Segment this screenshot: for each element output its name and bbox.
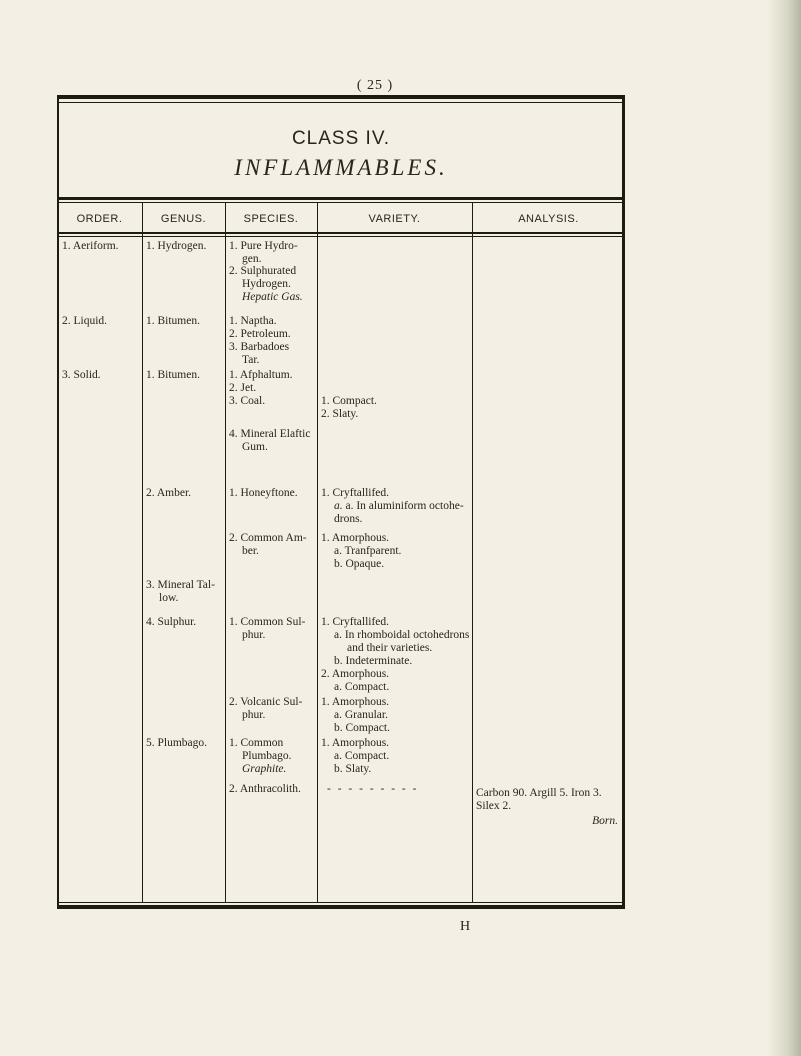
- species-line: 2. Volcanic Sul-: [229, 696, 303, 708]
- genus-bitumen-solid: 1. Bitumen.: [146, 369, 200, 381]
- species-line: Hepatic Gas.: [242, 291, 303, 303]
- species-petroleum: 2. Petroleum.: [229, 328, 291, 340]
- header-analysis: ANALYSIS.: [518, 213, 579, 225]
- column-divider-4: [472, 202, 473, 902]
- variety-honeystone: [321, 487, 471, 526]
- species-line: phur.: [242, 629, 266, 641]
- species-asphaltum: 1. Afphaltum.: [229, 369, 293, 381]
- variety-anthracolith-dashes: - - - - - - - - -: [327, 783, 419, 795]
- genus-amber: 2. Amber.: [146, 487, 192, 499]
- species-line: Graphite.: [242, 763, 287, 775]
- page-edge-shadow: [767, 0, 801, 1056]
- variety-coal-compact: 1. Compact.: [321, 395, 377, 407]
- variety-line: a. Compact.: [334, 681, 390, 693]
- analysis-anthracolith: [476, 787, 624, 828]
- header-genus: GENUS.: [160, 213, 207, 225]
- variety-line: b. Indeterminate.: [334, 655, 413, 667]
- variety-plumbago: [321, 737, 389, 776]
- species-line: 2. Sulphurated: [229, 265, 297, 277]
- order-aeriform: 1. Aeriform.: [62, 240, 119, 252]
- variety-line: a. Tranfparent.: [334, 545, 402, 557]
- species-line: 1. Common Sul-: [229, 616, 306, 628]
- species-pure-hydrogen: [229, 240, 298, 266]
- class-title: CLASS IV.: [291, 128, 391, 149]
- species-jet: 2. Jet.: [229, 382, 257, 394]
- order-solid: 3. Solid.: [62, 369, 101, 381]
- variety-common-amber: [321, 532, 401, 571]
- table-title: INFLAMMABLES.: [234, 155, 448, 180]
- species-barbadoes-tar: [229, 341, 289, 367]
- analysis-line: Silex 2.: [476, 800, 512, 812]
- variety-line: and their varieties.: [347, 642, 433, 654]
- variety-line: 1. Cryftallifed.: [321, 616, 390, 628]
- variety-line: b. Slaty.: [334, 763, 372, 775]
- species-mineral-elastic-gum: [229, 428, 310, 454]
- variety-line: 1. Amorphous.: [321, 532, 390, 544]
- genus-sulphur: 4. Sulphur.: [146, 616, 197, 628]
- species-sulphurated-hydrogen: [229, 265, 303, 304]
- variety-common-sulphur: [321, 616, 471, 694]
- variety-line: a. a. In aluminiform octohe-: [334, 500, 464, 512]
- species-line: ber.: [242, 545, 259, 557]
- species-anthracolith: 2. Anthracolith.: [229, 783, 301, 795]
- variety-line: 1. Cryftallifed.: [321, 487, 390, 499]
- column-divider-1: [142, 202, 143, 902]
- variety-text: a. In aluminiform octohe-: [345, 500, 464, 512]
- species-line: Plumbago.: [242, 750, 292, 762]
- species-line: 4. Mineral Elaftic: [229, 428, 311, 440]
- frame-inner-rule-top: [57, 102, 625, 103]
- analysis-source: Born.: [592, 815, 618, 827]
- species-line: Hydrogen.: [242, 278, 291, 290]
- order-liquid: 2. Liquid.: [62, 315, 108, 327]
- variety-line: a. Compact.: [334, 750, 390, 762]
- column-divider-3: [317, 202, 318, 902]
- genus-mineral-tallow: [146, 579, 215, 605]
- species-line: 1. Common: [229, 737, 284, 749]
- variety-line: 1. Amorphous.: [321, 737, 390, 749]
- species-line: 3. Barbadoes: [229, 341, 290, 353]
- species-common-sulphur: [229, 616, 305, 642]
- species-naptha: 1. Naptha.: [229, 315, 277, 327]
- variety-line: a. Granular.: [334, 709, 388, 721]
- species-line: Tar.: [242, 354, 260, 366]
- species-volcanic-sulphur: [229, 696, 302, 722]
- header-variety: VARIETY.: [368, 213, 421, 225]
- species-line: gen.: [242, 253, 262, 265]
- species-common-amber: [229, 532, 307, 558]
- species-coal: 3. Coal.: [229, 395, 266, 407]
- variety-line: 1. Amorphous.: [321, 696, 390, 708]
- species-line: 1. Pure Hydro-: [229, 240, 298, 252]
- species-line: Gum.: [242, 441, 268, 453]
- variety-line: a. In rhomboidal octohedrons: [334, 629, 470, 641]
- analysis-line: Carbon 90. Argill 5. Iron 3.: [476, 787, 602, 799]
- species-honeystone: 1. Honeyftone.: [229, 487, 298, 499]
- frame-inner-rule-bottom: [57, 902, 625, 903]
- variety-line: drons.: [334, 513, 363, 525]
- variety-line: 2. Amorphous.: [321, 668, 390, 680]
- signature-mark: H: [460, 919, 471, 934]
- variety-line: b. Opaque.: [334, 558, 385, 570]
- species-line: phur.: [242, 709, 266, 721]
- variety-line: b. Compact.: [334, 722, 390, 734]
- genus-mineral-tallow-line1: 3. Mineral Tal-: [146, 579, 215, 591]
- page-number: ( 25 ): [356, 78, 394, 93]
- column-divider-2: [225, 202, 226, 902]
- header-order: ORDER.: [76, 213, 123, 225]
- variety-volcanic-sulphur: [321, 696, 390, 735]
- header-species: SPECIES.: [243, 213, 299, 225]
- genus-hydrogen: 1. Hydrogen.: [146, 240, 207, 252]
- species-line: 2. Common Am-: [229, 532, 307, 544]
- genus-bitumen-liquid: 1. Bitumen.: [146, 315, 200, 327]
- genus-mineral-tallow-line2: low.: [159, 592, 179, 604]
- variety-coal-slaty: 2. Slaty.: [321, 408, 359, 420]
- title-rule-thick: [57, 197, 625, 200]
- species-common-plumbago: [229, 737, 292, 776]
- genus-plumbago: 5. Plumbago.: [146, 737, 208, 749]
